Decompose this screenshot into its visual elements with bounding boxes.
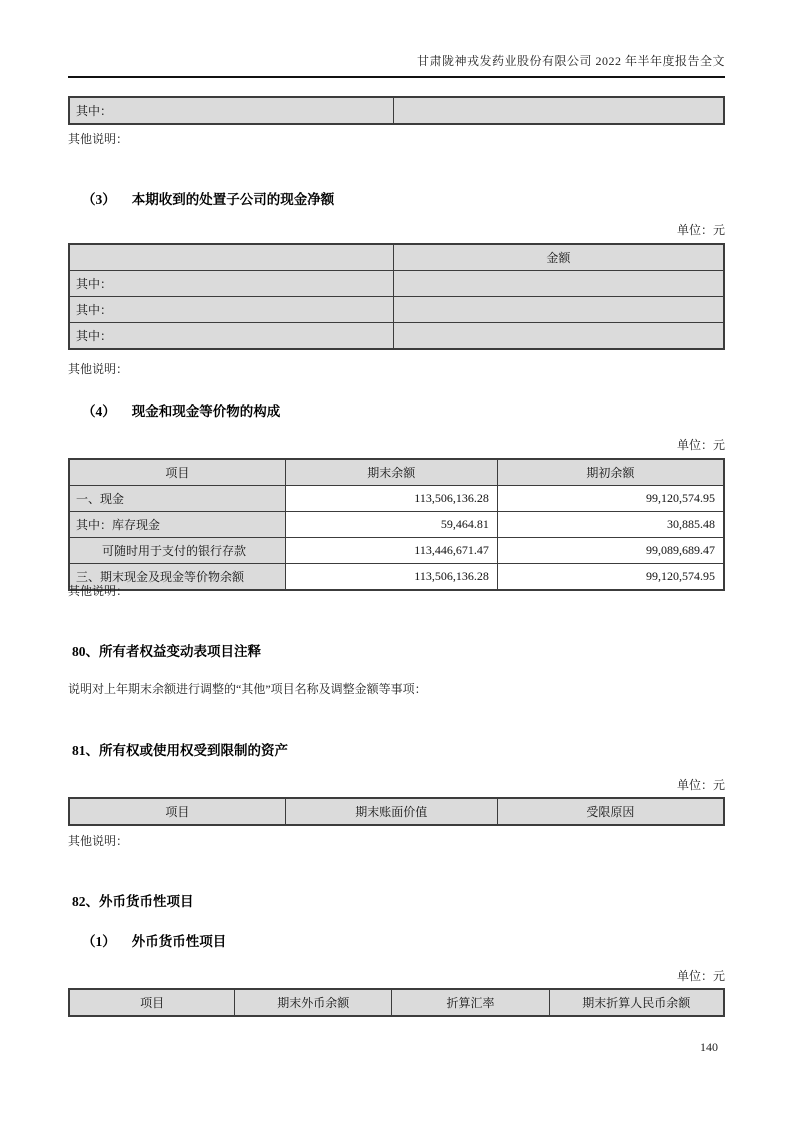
section-3-heading xyxy=(82,188,334,208)
header-cell-beginning: 期初余额 xyxy=(497,459,724,486)
table-row xyxy=(69,323,724,350)
cash-equivalents-table-wrapper xyxy=(68,458,725,591)
table-cell-ending: 113,506,136.28 xyxy=(285,486,497,512)
header-cell-reason: 受限原因 xyxy=(497,798,724,825)
table-row xyxy=(69,97,724,124)
table-cell-value xyxy=(393,97,724,124)
disposal-cash-table-wrapper xyxy=(68,243,725,350)
header-cell-fx-balance: 期末外币余额 xyxy=(235,989,392,1016)
table-cell-ending: 59,464.81 xyxy=(285,512,497,538)
table-cell-beginning: 99,089,689.47 xyxy=(497,538,724,564)
restricted-assets-table xyxy=(68,797,725,826)
table-cell-item: 三、期末现金及现金等价物余额 xyxy=(69,564,285,591)
foreign-currency-table-wrapper xyxy=(68,988,725,1017)
header-cell-item: 项目 xyxy=(69,989,235,1016)
page-number: 140 xyxy=(700,1040,718,1054)
section-82-heading: 82、外币货币性项目 xyxy=(72,894,194,909)
table-cell-value xyxy=(393,297,724,323)
table-cell-ending: 113,446,671.47 xyxy=(285,538,497,564)
section-4-title: 现金和现金等价物的构成 xyxy=(131,404,281,419)
table-row xyxy=(69,486,724,512)
table-cell-label: 其中： xyxy=(69,97,393,124)
section-80-note: 说明对上年期末余额进行调整的“其他”项目名称及调整金额等事项： xyxy=(68,682,427,696)
table-header-row xyxy=(69,244,724,271)
table-cell-beginning: 99,120,574.95 xyxy=(497,486,724,512)
table-cell-label: 其中： xyxy=(69,323,393,350)
restricted-assets-table-wrapper xyxy=(68,797,725,826)
section-80-heading: 80、所有者权益变动表项目注释 xyxy=(72,644,261,659)
unit-label: 单位：元 xyxy=(676,223,725,237)
report-header-title: 甘肃陇神戎发药业股份有限公司 2022 年半年度报告全文 xyxy=(416,54,725,68)
table-cell-value xyxy=(393,271,724,297)
section-82-1-heading xyxy=(82,930,226,950)
other-note-label: 其他说明： xyxy=(68,132,129,146)
section-81-heading: 81、所有权或使用权受到限制的资产 xyxy=(72,743,288,758)
header-cell-item: 项目 xyxy=(69,798,285,825)
section-82-1-title: 外币货币性项目 xyxy=(131,934,227,949)
table-row xyxy=(69,512,724,538)
other-note-label: 其他说明： xyxy=(68,362,129,376)
section-3-number: （3） xyxy=(82,192,116,207)
table-header-row xyxy=(69,989,724,1016)
unit-label: 单位：元 xyxy=(676,778,725,792)
table-row xyxy=(69,538,724,564)
section-4-number: （4） xyxy=(82,404,116,419)
table-cell-beginning: 30,885.48 xyxy=(497,512,724,538)
disposal-cash-table xyxy=(68,243,725,350)
section-4-heading xyxy=(82,400,280,420)
table-row xyxy=(69,297,724,323)
table-cell-label: 其中： xyxy=(69,297,393,323)
table-cell-value xyxy=(393,323,724,350)
section-82-1-number: （1） xyxy=(82,934,116,949)
carryover-table-wrapper xyxy=(68,96,725,125)
header-cell-ending: 期末余额 xyxy=(285,459,497,486)
header-divider xyxy=(68,76,725,78)
other-note-label: 其他说明： xyxy=(68,834,129,848)
unit-label: 单位：元 xyxy=(676,969,725,983)
table-cell-item: 其中：库存现金 xyxy=(69,512,285,538)
table-header-row xyxy=(69,459,724,486)
header-cell-blank xyxy=(69,244,393,271)
header-cell-item: 项目 xyxy=(69,459,285,486)
table-cell-ending: 113,506,136.28 xyxy=(285,564,497,591)
carryover-table xyxy=(68,96,725,125)
unit-label: 单位：元 xyxy=(676,438,725,452)
header-cell-amount: 金额 xyxy=(393,244,724,271)
table-row xyxy=(69,271,724,297)
other-note-label: 其他说明： xyxy=(68,584,129,598)
table-cell-item: 一、现金 xyxy=(69,486,285,512)
table-cell-label: 其中： xyxy=(69,271,393,297)
section-3-title: 本期收到的处置子公司的现金净额 xyxy=(131,192,335,207)
header-cell-rmb-balance: 期末折算人民币余额 xyxy=(549,989,724,1016)
foreign-currency-table xyxy=(68,988,725,1017)
header-cell-rate: 折算汇率 xyxy=(392,989,549,1016)
table-header-row xyxy=(69,798,724,825)
header-cell-book-value: 期末账面价值 xyxy=(285,798,497,825)
cash-equivalents-table xyxy=(68,458,725,591)
table-cell-beginning: 99,120,574.95 xyxy=(497,564,724,591)
table-cell-item: 可随时用于支付的银行存款 xyxy=(69,538,285,564)
